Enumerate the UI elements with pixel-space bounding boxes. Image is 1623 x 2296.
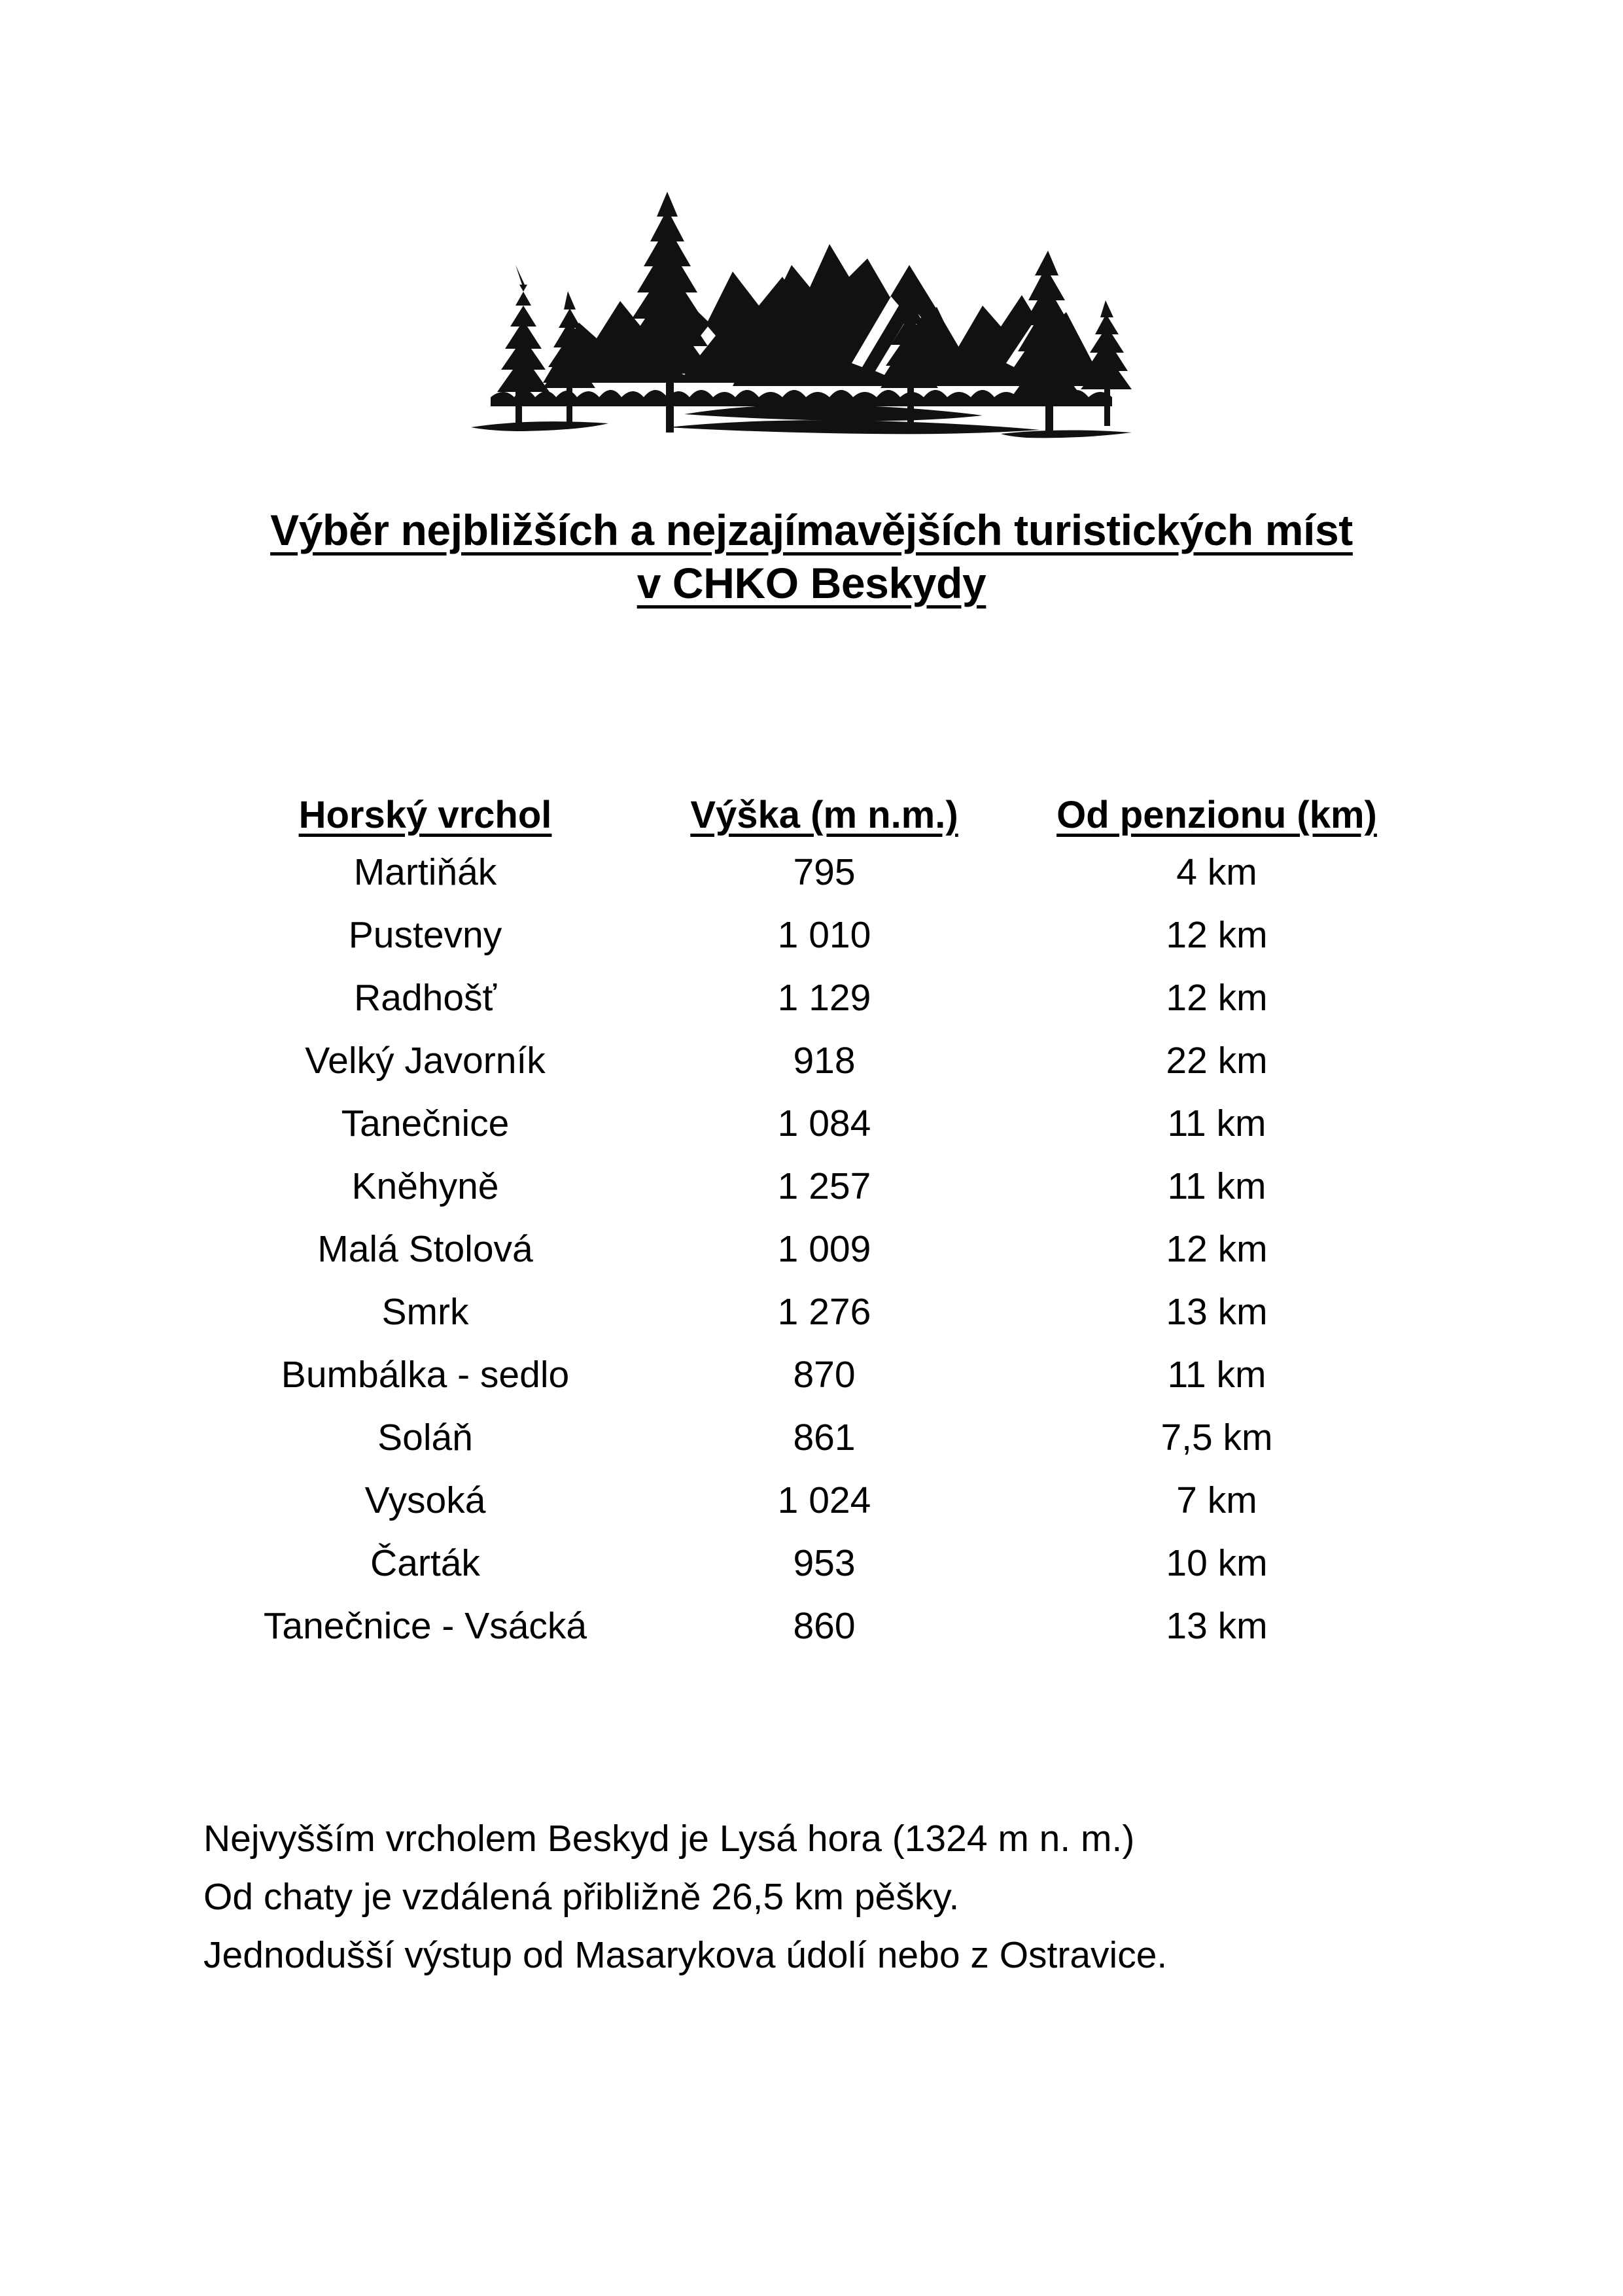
table-row	[196, 1595, 1439, 1657]
cell-peak-altitude: 1 129	[777, 977, 871, 1019]
note-line-1: Nejvyšším vrcholem Beskyd je Lysá hora (1324 m n. m.)	[203, 1818, 1135, 1860]
cell-peak-name: Pustevny	[348, 914, 502, 956]
peaks-table	[196, 793, 1439, 1657]
cell-peak-name: Smrk	[381, 1291, 469, 1333]
table-row	[196, 841, 1439, 904]
note-line-2: Od chaty je vzdálená přibližně 26,5 km pěšky.	[203, 1875, 960, 1918]
cell-peak-distance: 7,5 km	[1161, 1417, 1273, 1458]
cell-peak-altitude: 1 084	[777, 1103, 871, 1144]
peaks-table-body	[196, 841, 1439, 1657]
cell-peak-name: Tanečnice	[341, 1103, 510, 1144]
mountain-forest-lake-silhouette-icon	[451, 167, 1151, 448]
notes-section	[203, 1812, 1446, 1987]
cell-peak-distance: 12 km	[1166, 977, 1268, 1019]
table-row	[196, 1092, 1439, 1155]
table-row	[196, 1029, 1439, 1092]
table-row	[196, 904, 1439, 966]
column-header-name: Horský vrchol	[298, 794, 552, 836]
cell-peak-name: Vysoká	[364, 1479, 486, 1521]
cell-peak-name: Velký Javorník	[305, 1040, 546, 1082]
cell-peak-distance: 7 km	[1176, 1479, 1257, 1521]
cell-peak-name: Tanečnice - Vsácká	[263, 1605, 587, 1647]
cell-peak-name: Bumbálka - sedlo	[281, 1354, 570, 1396]
cell-peak-distance: 4 km	[1176, 851, 1257, 893]
cell-peak-altitude: 1 009	[777, 1228, 871, 1270]
cell-peak-name: Čarták	[370, 1542, 480, 1584]
cell-peak-name: Soláň	[377, 1417, 473, 1458]
table-row	[196, 966, 1439, 1029]
cell-peak-altitude: 870	[793, 1354, 856, 1396]
cell-peak-distance: 10 km	[1166, 1542, 1268, 1584]
cell-peak-altitude: 860	[793, 1605, 856, 1647]
page-title	[0, 504, 1623, 609]
page-title-line-2: v CHKO Beskydy	[637, 558, 986, 607]
page-title-line-1: Výběr nejbližších a nejzajímavějších turistických míst	[270, 506, 1353, 554]
cell-peak-distance: 11 km	[1167, 1354, 1266, 1396]
peaks-table-container	[196, 793, 1439, 1657]
cell-peak-distance: 11 km	[1167, 1165, 1266, 1207]
cell-peak-distance: 11 km	[1167, 1103, 1266, 1144]
table-row	[196, 1280, 1439, 1343]
cell-peak-altitude: 861	[793, 1417, 856, 1458]
cell-peak-altitude: 953	[793, 1542, 856, 1584]
table-row	[196, 1218, 1439, 1280]
cell-peak-name: Malá Stolová	[317, 1228, 533, 1270]
table-row	[196, 1469, 1439, 1532]
cell-peak-name: Martiňák	[353, 851, 497, 893]
table-row	[196, 1155, 1439, 1218]
cell-peak-distance: 12 km	[1166, 914, 1268, 956]
cell-peak-distance: 13 km	[1166, 1605, 1268, 1647]
column-header-distance: Od penzionu (km)	[1056, 794, 1377, 836]
table-row	[196, 1532, 1439, 1595]
cell-peak-name: Radhošť	[354, 977, 497, 1019]
cell-peak-altitude: 1 257	[777, 1165, 871, 1207]
table-row	[196, 1343, 1439, 1406]
note-line-3: Jednodušší výstup od Masarykova údolí nebo z Ostravice.	[203, 1934, 1168, 1976]
table-row	[196, 1406, 1439, 1469]
table-header-row	[196, 793, 1439, 841]
cell-peak-name: Kněhyně	[351, 1165, 499, 1207]
cell-peak-distance: 22 km	[1166, 1040, 1268, 1082]
cell-peak-altitude: 918	[793, 1040, 856, 1082]
cell-peak-altitude: 1 024	[777, 1479, 871, 1521]
column-header-altitude: Výška (m n.m.)	[690, 794, 958, 836]
cell-peak-altitude: 1 010	[777, 914, 871, 956]
cell-peak-distance: 12 km	[1166, 1228, 1268, 1270]
cell-peak-distance: 13 km	[1166, 1291, 1268, 1333]
cell-peak-altitude: 795	[793, 851, 856, 893]
cell-peak-altitude: 1 276	[777, 1291, 871, 1333]
